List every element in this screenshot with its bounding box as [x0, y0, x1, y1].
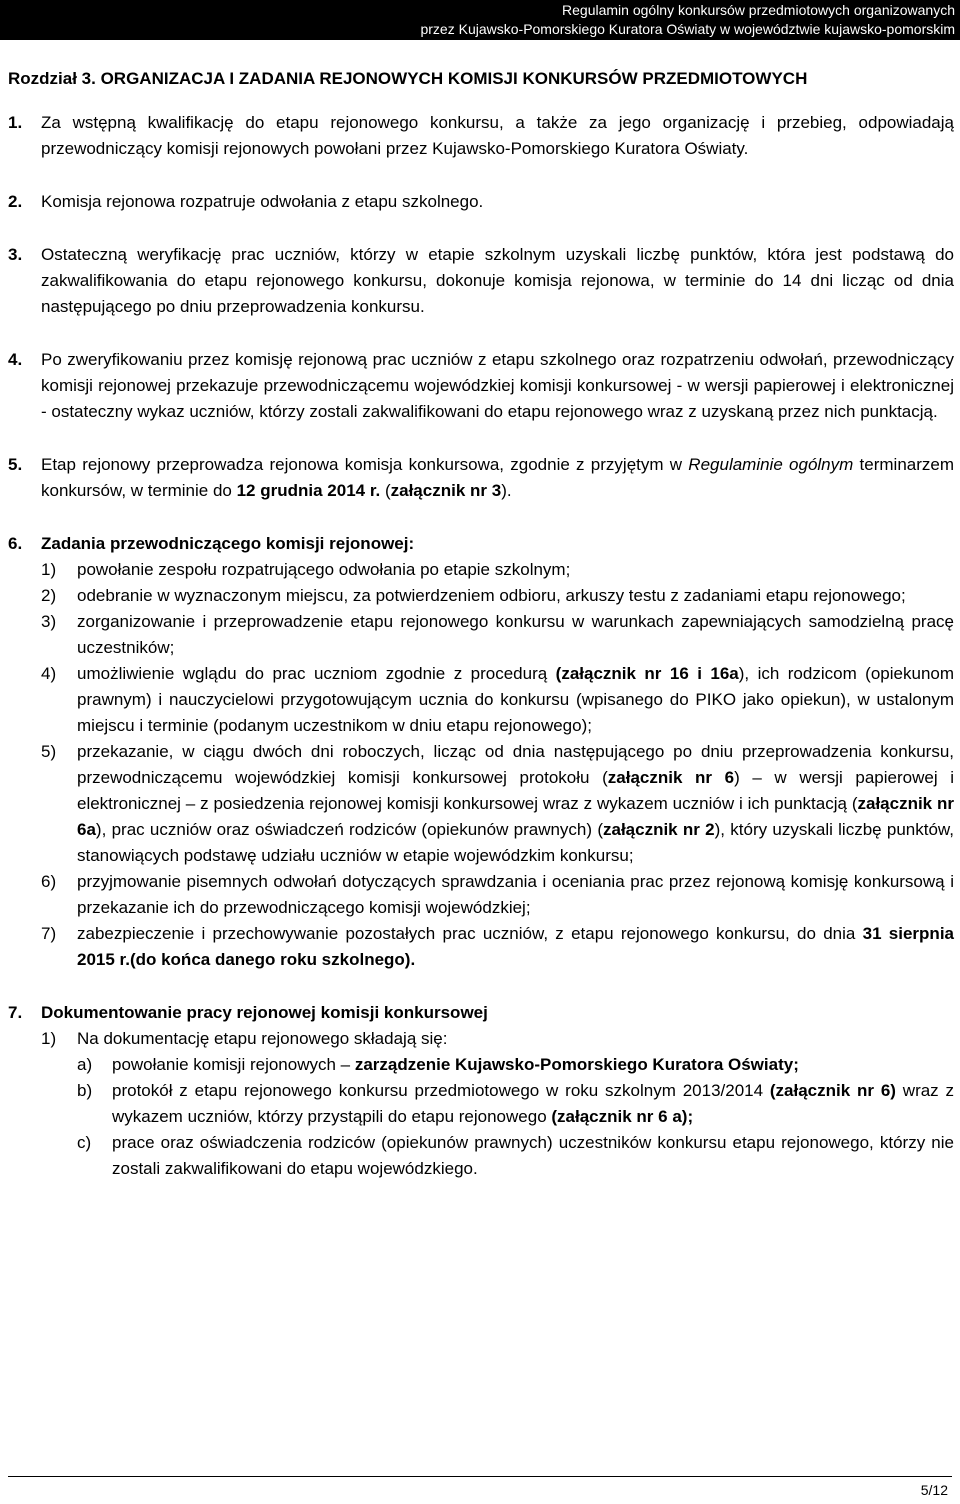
list-item — [8, 739, 954, 869]
regulation-reference: Regulaminie ogólnym — [688, 455, 854, 474]
attachment-reference: załącznik nr 6 — [607, 768, 735, 787]
list-text: przekazanie, w ciągu dwóch dni roboczych, licząc od dnia następującego po dniu przeprowadzenia konkursu, przewodniczącemu wojewódzkiej komisji konkursowej protokołu ( — [77, 742, 954, 787]
paragraph-text: ( — [380, 481, 391, 500]
paragraph-7 — [8, 1000, 954, 1026]
attachment-reference: (załącznik nr 6) — [769, 1081, 896, 1100]
paragraph-text: ). — [501, 481, 512, 500]
list-text: ), który uzyskali liczbę punktów, stanowiących podstawę udziału uczniów w etapie wojewódzkim konkursu; — [77, 820, 954, 865]
deadline-date: 12 grudnia 2014 r. — [236, 481, 381, 500]
duties-list — [8, 557, 954, 973]
list-item — [8, 661, 954, 739]
sub-list-letter: b) — [77, 1081, 93, 1100]
header-line-1: Regulamin ogólny konkursów przedmiotowych organizowanych — [562, 2, 955, 18]
sub-list-item — [8, 1078, 954, 1130]
list-text: zabezpieczenie i przechowywanie pozostałych prac uczniów, z etapu rejonowego konkursu, do dnia — [77, 924, 863, 943]
list-text: ), ich rodzicom (opiekunom prawnym) i nauczycielowi przygotowującym ucznia do konkursu (wpisanego do PIKO jako opiekun), w ustalonym miejscu i terminie (podanym uczestnikom w dniu etapu rejonowego); — [77, 664, 955, 735]
list-number: 3) — [41, 612, 57, 631]
list-number: 1) — [41, 1029, 57, 1048]
paragraph-number: 7. — [8, 1003, 23, 1022]
section-title: Dokumentowanie pracy rejonowej komisji konkursowej — [41, 1003, 488, 1022]
footer-divider — [8, 1476, 952, 1477]
paragraph-text: terminarzem konkursów, w terminie do — [41, 455, 954, 500]
paragraph-6 — [8, 531, 954, 557]
list-text: Na dokumentację etapu rejonowego składają się: — [77, 1029, 448, 1048]
paragraph-number: 4. — [8, 350, 23, 369]
paragraph-number: 5. — [8, 455, 23, 474]
chapter-title: Rozdział 3. ORGANIZACJA I ZADANIA REJONOWYCH KOMISJI KONKURSÓW PRZEDMIOTOWYCH — [8, 69, 808, 88]
list-item — [8, 557, 954, 583]
list-text: powołanie komisji rejonowych – — [112, 1055, 355, 1074]
paragraph-text: Za wstępną kwalifikację do etapu rejonowego konkursu, a także za jego organizację i przebieg, odpowiadają przewodniczący komisji rejonowych powołani przez Kujawsko-Pomorskiego Kuratora Oświaty. — [41, 113, 954, 158]
paragraph-number: 2. — [8, 192, 23, 211]
list-text: zorganizowanie i przeprowadzenie etapu rejonowego konkursu w warunkach zapewniających samodzielną pracę uczestników; — [77, 612, 954, 657]
sub-list-letter: c) — [77, 1133, 92, 1152]
deadline-date: 31 sierpnia 2015 r.(do końca danego roku szkolnego). — [77, 924, 954, 969]
ordinance-reference: zarządzenie Kujawsko-Pomorskiego Kuratora Oświaty; — [354, 1055, 799, 1074]
attachment-reference: (załącznik nr 16 i 16a — [555, 664, 739, 683]
list-text: ), prac uczniów oraz oświadczeń rodziców (opiekunów prawnych) ( — [95, 820, 603, 839]
list-item — [8, 921, 954, 973]
list-number: 2) — [41, 586, 57, 605]
list-text: odebranie w wyznaczonym miejscu, za potwierdzeniem odbioru, arkuszy testu z zadaniami etapu rejonowego; — [77, 586, 906, 605]
sub-list-letter: a) — [77, 1055, 93, 1074]
paragraph-number: 3. — [8, 245, 23, 264]
list-text: ) – w wersji papierowej i elektronicznej – z posiedzenia rejonowej komisji konkursowej wraz z wykazem uczniów i ich punktacją ( — [77, 768, 954, 813]
paragraph-5 — [8, 452, 954, 504]
list-item — [8, 1026, 954, 1052]
list-item — [8, 869, 954, 921]
list-number: 4) — [41, 664, 57, 683]
list-text: powołanie zespołu rozpatrującego odwołania po etapie szkolnym; — [77, 560, 571, 579]
paragraph-4 — [8, 347, 954, 425]
list-text: protokół z etapu rejonowego konkursu przedmiotowego w roku szkolnym 2013/2014 — [112, 1081, 770, 1100]
attachment-reference: załącznik nr 2 — [602, 820, 715, 839]
paragraph-1 — [8, 110, 954, 162]
sub-list-item — [8, 1130, 954, 1182]
list-text: przyjmowanie pisemnych odwołań dotyczących sprawdzania i oceniania prac przez rejonową komisję konkursową i przekazanie ich do przewodniczącego komisji wojewódzkiej; — [77, 872, 954, 917]
page-header — [0, 0, 960, 40]
paragraph-text: Komisja rejonowa rozpatruje odwołania z etapu szkolnego. — [41, 192, 484, 211]
list-number: 7) — [41, 924, 57, 943]
paragraph-number: 6. — [8, 534, 23, 553]
page-number: 5/12 — [920, 1482, 948, 1498]
header-line-2: przez Kujawsko-Pomorskiego Kuratora Oświaty w województwie kujawsko-pomorskim — [420, 21, 955, 37]
section-title: Zadania przewodniczącego komisji rejonowej: — [41, 534, 415, 553]
attachment-reference: (załącznik nr 6 a); — [551, 1107, 694, 1126]
paragraph-3 — [8, 242, 954, 320]
list-number: 6) — [41, 872, 57, 891]
paragraph-text: Po zweryfikowaniu przez komisję rejonową prac uczniów z etapu szkolnego oraz rozpatrzeniu odwołań, przewodniczący komisji rejonowej przekazuje przewodniczącemu wojewódzkiej komisji konkursowej - w wersji papierowej i elektronicznej - ostateczny wykaz uczniów, którzy zostali zakwalifikowani do etapu rejonowego wraz z uzyskaną przez nich punktacją. — [41, 350, 954, 421]
attachment-reference: załącznik nr 6a — [77, 794, 954, 839]
list-text: umożliwienie wglądu do prac uczniom zgodnie z procedurą — [77, 664, 556, 683]
list-text: prace oraz oświadczenia rodziców (opiekunów prawnych) uczestników konkursu etapu rejonowego, którzy nie zostali zakwalifikowani do etapu wojewódzkiego. — [112, 1133, 954, 1178]
paragraph-number: 1. — [8, 113, 23, 132]
list-number: 5) — [41, 742, 57, 761]
attachment-reference: załącznik nr 3 — [390, 481, 502, 500]
document-body — [8, 66, 954, 1182]
list-item — [8, 583, 954, 609]
list-number: 1) — [41, 560, 57, 579]
sub-list-item — [8, 1052, 954, 1078]
documentation-list — [8, 1026, 954, 1182]
paragraph-text: Etap rejonowy przeprowadza rejonowa komisja konkursowa, zgodnie z przyjętym w — [41, 455, 689, 474]
paragraph-text: Ostateczną weryfikację prac uczniów, którzy w etapie szkolnym uzyskali liczbę punktów, która jest podstawą do zakwalifikowania do etapu rejonowego konkursu, dokonuje komisja rejonowa, w terminie do 14 dni licząc od dnia następującego po dniu przeprowadzenia konkursu. — [41, 245, 954, 316]
list-item — [8, 609, 954, 661]
paragraph-2 — [8, 189, 954, 215]
list-text: wraz z wykazem uczniów, którzy przystąpili do etapu rejonowego — [112, 1081, 955, 1126]
